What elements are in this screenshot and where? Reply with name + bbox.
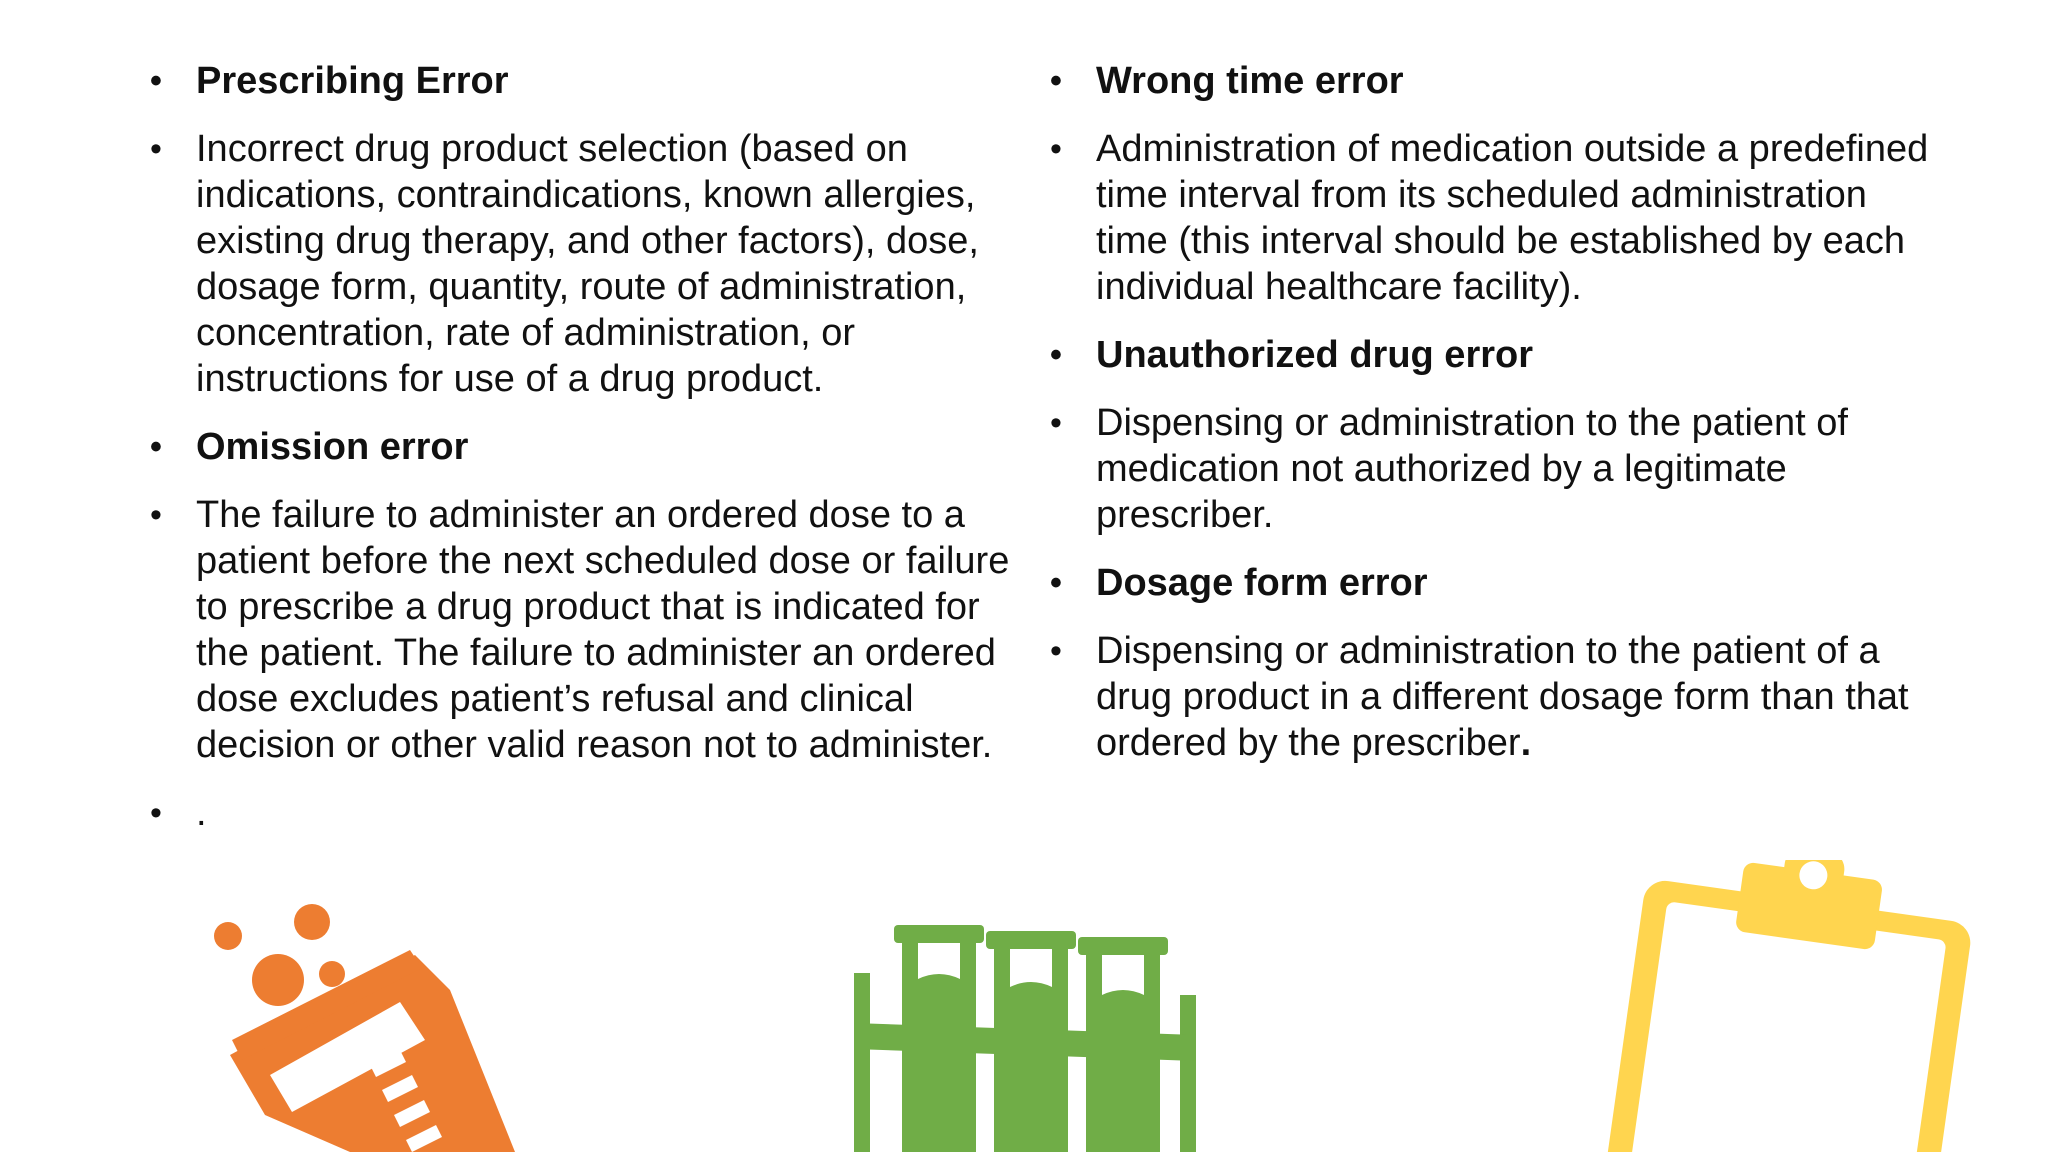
bullet-prescribing-error-definition: • Incorrect drug product selection (based on indications, contraindications, known allergies, existing drug therapy, and other factors), dose, dosage form, quantity, route of administration, concentration, rate of administration, or instructions for use of a drug product. — [150, 126, 1020, 402]
bullet-wrong-time-error-heading: • Wrong time error — [1050, 58, 1930, 104]
dosage-form-definition-text: Dispensing or administration to the patient of a drug product in a different dosage form than that ordered by the prescriber — [1096, 630, 1909, 764]
bullet-unauthorized-drug-error-definition: • Dispensing or administration to the patient of medication not authorized by a legitimate prescriber. — [1050, 400, 1930, 538]
bullet-dosage-form-error-definition — [1050, 628, 1930, 766]
clipboard-icon — [1590, 860, 2000, 1152]
bullet-empty-period: • . — [150, 790, 1020, 836]
bullet-wrong-time-error-definition: • Administration of medication outside a predefined time interval from its scheduled administration time (this interval should be established by each individual healthcare facility). — [1050, 126, 1930, 310]
bullet-omission-error-definition: • The failure to administer an ordered dose to a patient before the next scheduled dose or failure to prescribe a drug product that is indicated for the patient. The failure to administer an ordered dose excludes patient’s refusal and clinical decision or other valid reason not to administer. — [150, 492, 1020, 768]
right-bullet-list — [1050, 58, 1930, 766]
right-column — [1050, 58, 1930, 788]
test-tubes-icon — [850, 925, 1210, 1152]
bullet-prescribing-error-heading: • Prescribing Error — [150, 58, 1020, 104]
bullet-unauthorized-drug-error-heading: • Unauthorized drug error — [1050, 332, 1930, 378]
bullet-dosage-form-error-heading: • Dosage form error — [1050, 560, 1930, 606]
bullet-omission-error-heading: • Omission error — [150, 424, 1020, 470]
left-bullet-list — [150, 58, 1020, 836]
left-column — [150, 58, 1020, 858]
dosage-form-definition-period: . — [1520, 722, 1532, 764]
beaker-icon — [210, 890, 570, 1152]
